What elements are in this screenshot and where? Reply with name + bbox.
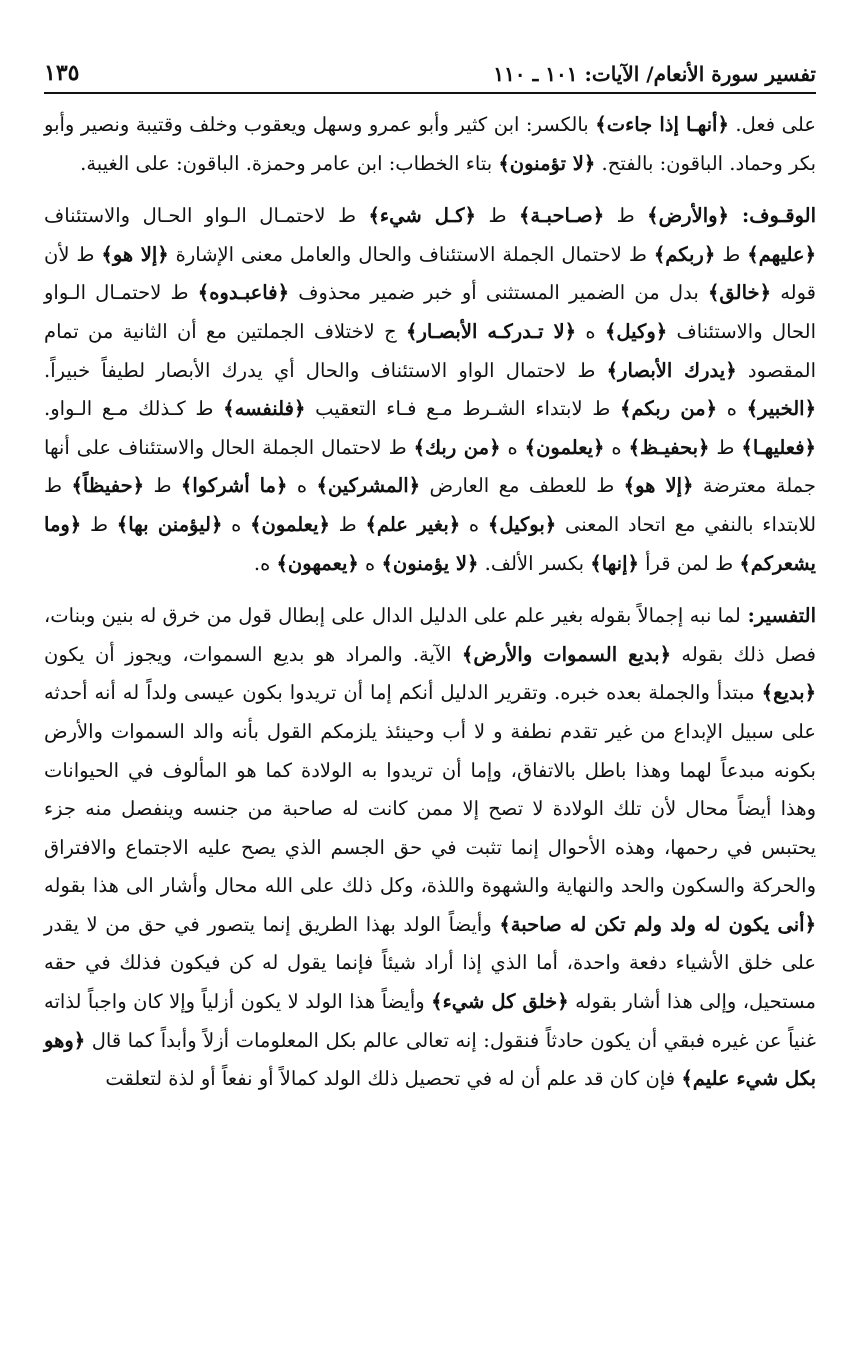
readings-paragraph [44, 106, 816, 183]
quran-phrase: ﴿بديع السموات والأرض﴾ [461, 642, 671, 666]
section-lead: الوقـوف: [728, 204, 816, 228]
text-run: مبتدأ والجملة بعده خبره. وتقرير الدليل أنكم إما أن تريدوا بكون عيسى ولداً له أنه أحدثه على سبيل الإبداع من غير تقدم نطفة و لا أب وحينئذ يلزمكم القول بأنه والد السموات والأرض بكونه مبدعاً لهما وهذا باطل بالاتفاق، وإما أن تريدوا به الولادة كما هو المألوف في الحيوانات وهذا أيضاً محال لأن تلك الولادة لا تصح إلا ممن كانت له صاحبة من جنسه وينفصل منه جزء يحتبس في رحمها، وهذه الأحوال إنما تثبت في حق الجسم الذي يصح عليه الاجتماع والافتراق والحركة والسكون والحد والنهاية والشهوة واللذة، وكل ذلك على الله محال وأشار الى هذا بقوله [44, 681, 816, 898]
text-run: ه [717, 397, 747, 421]
text-run: لما نبه إجمالاً بقوله بغير علم على الدليل الدال على إبطال قول من خرق له بنين وبنات، فصل ذلك بقوله [44, 604, 816, 666]
text-run: وأيضاً هذا الولد لا يكون أزلياً وإلا كان واجباً لذاته غنياً عن غيره فبقي أن يكون حادثاً فنقول: إنه تعالى عالم بكل المعلومات أزلاً وأبداً كما قال [44, 990, 816, 1052]
section-lead: التفسير: [740, 604, 816, 628]
quran-phrase: ﴿لا تـدركـه الأبصـار﴾ [406, 319, 577, 343]
quran-phrase: ﴿فاعبـدوه﴾ [197, 281, 289, 305]
text-run: بدل من الضمير المستثنى أو خبر ضمير محذوف [289, 281, 708, 305]
quran-phrase: ﴿بديع﴾ [761, 681, 816, 705]
quran-phrase: ﴿عليهم﴾ [747, 242, 816, 266]
header-rule [44, 92, 816, 94]
text-run: ط للابتداء بالنفي مع اتحاد المعنى [44, 474, 817, 536]
quran-phrase: ﴿لا تؤمنون﴾ [498, 151, 596, 175]
quran-phrase: ﴿إنها﴾ [590, 551, 639, 575]
quran-phrase: ﴿فلنفسه﴾ [223, 397, 306, 421]
quran-phrase: ﴿بوكيل﴾ [487, 512, 557, 536]
quran-phrase: ﴿يعلمون﴾ [250, 512, 330, 536]
quran-phrase: ﴿وهو بكل شيء عليم﴾ [44, 1028, 816, 1091]
text-run: ط لمن قرأ [638, 551, 740, 575]
text-run: ط [144, 474, 181, 498]
quran-phrase: ﴿الخبير﴾ [746, 397, 816, 421]
text-run: ط [475, 204, 519, 228]
text-run: الآية. والمراد هو بديع السموات، ويجوز أن يكون [44, 642, 462, 666]
text-run: ه [358, 551, 382, 575]
quran-phrase: ﴿فعليهـا﴾ [741, 435, 816, 459]
text-run: بتاء الخطاب: ابن عامر وحمزة. الباقون: على الغيبة. [80, 151, 499, 175]
running-title: تفسير سورة الأنعام/ الآيات: ١٠١ ـ ١١٠ [493, 62, 816, 86]
text-run: ط لابتداء الشـرط مـع فـاء التعقيب [305, 397, 621, 421]
quran-phrase: ﴿والأرض﴾ [647, 204, 729, 228]
page-number: ١٣٥ [44, 60, 80, 86]
quran-phrase: ﴿ما أشركوا﴾ [180, 474, 288, 498]
quran-phrase: ﴿وكيل﴾ [604, 319, 668, 343]
wuquf-paragraph [44, 197, 816, 583]
quran-phrase: ﴿ربكم﴾ [653, 242, 716, 266]
quran-phrase: ﴿أنهـا إذا جاءت﴾ [595, 113, 729, 136]
page-header [44, 60, 816, 92]
text-run: ط لاحتمال الجملة الاستئناف والحال والعامل معنى الإشارة [168, 242, 654, 266]
text-run: ط لاحتمال الواو الاستئناف والحال أي يدرك الأبصار لطيفاً خبيراً. [44, 358, 607, 382]
text-run: ط لاحتمـال الـواو الحال والاستئناف [44, 281, 817, 343]
text-run: على فعل. [728, 113, 816, 136]
text-run: ه [576, 319, 605, 343]
text-run: ط كـذلك مـع الـواو. [44, 397, 224, 421]
text-run: فإن كان قد علم أن له في تحصيل ذلك الولد كمالاً أو نفعاً أو لذة لتعلقت [105, 1067, 682, 1091]
text-run: ط [709, 435, 742, 459]
text-run: بكسر الألف. [478, 551, 591, 575]
quran-phrase: ﴿إلا هو﴾ [101, 242, 169, 266]
text-run: ط [715, 242, 748, 266]
text-run: ه [604, 435, 629, 459]
quran-phrase: ﴿من ربكم﴾ [620, 397, 718, 421]
text-run: وأيضاً الولد بهذا الطريق إنما يتصور في حق من لا يقدر على خلق الأشياء دفعة واحدة، أما الذي إذا أراد شيئاً فإنما يقول له كن فيكون فذلك في حقه مستحيل، وإلى هذا أشار بقوله [44, 912, 816, 1014]
text-run: ه [287, 474, 317, 498]
text-run: ط لاحتمـال الـواو الحـال والاستئناف [44, 204, 369, 228]
text-run: بالكسر: ابن كثير وأبو عمرو وسهل ويعقوب وخلف وقتيبة ونصير وأبو بكر وحماد. الباقون: بالفتح. [44, 113, 816, 175]
text-run: ط لاحتمال الجملة الحال والاستئناف على أنها جملة معترضة [44, 435, 816, 498]
tafsir-paragraph [44, 597, 816, 1099]
text-run: ه [460, 512, 488, 536]
text-run: ط لأن قوله [44, 242, 817, 305]
quran-phrase: ﴿يعمهون﴾ [276, 551, 359, 575]
quran-phrase: ﴿من ربك﴾ [413, 435, 501, 459]
text-run: ه [500, 435, 525, 459]
text-run: ط [604, 204, 648, 228]
quran-phrase: ﴿بغير علم﴾ [365, 512, 461, 536]
quran-phrase: ﴿وما يشعركم﴾ [44, 512, 816, 575]
text-run: ه. [253, 551, 277, 575]
quran-phrase: ﴿إلا هو﴾ [623, 474, 694, 498]
quran-phrase: ﴿حفيظاً﴾ [71, 474, 145, 498]
quran-phrase: ﴿أنى يكون له ولد ولم تكن له صاحبة﴾ [499, 912, 816, 936]
quran-phrase: ﴿بحفيـظ﴾ [628, 435, 710, 459]
text-run: ط [81, 512, 117, 536]
text-run: ج لاختلاف الجملتين مع أن الثانية من تمام المقصود [44, 319, 816, 382]
quran-phrase: ﴿كـل شيء﴾ [368, 204, 476, 228]
quran-phrase: ﴿لا يؤمنون﴾ [381, 551, 479, 575]
quran-phrase: ﴿خالق﴾ [707, 281, 772, 305]
quran-phrase: ﴿المشركين﴾ [316, 474, 421, 498]
quran-phrase: ﴿خلق كل شيء﴾ [431, 990, 569, 1014]
quran-phrase: ﴿يعلمون﴾ [524, 435, 605, 459]
quran-phrase: ﴿ليؤمنن بها﴾ [116, 512, 223, 536]
text-run: ط للعطف مع العارض [420, 474, 624, 498]
text-run: ط [329, 512, 366, 536]
quran-phrase: ﴿صـاحبـة﴾ [518, 204, 605, 228]
quran-phrase: ﴿يدرك الأبصار﴾ [606, 358, 737, 382]
text-run: ه [222, 512, 251, 536]
